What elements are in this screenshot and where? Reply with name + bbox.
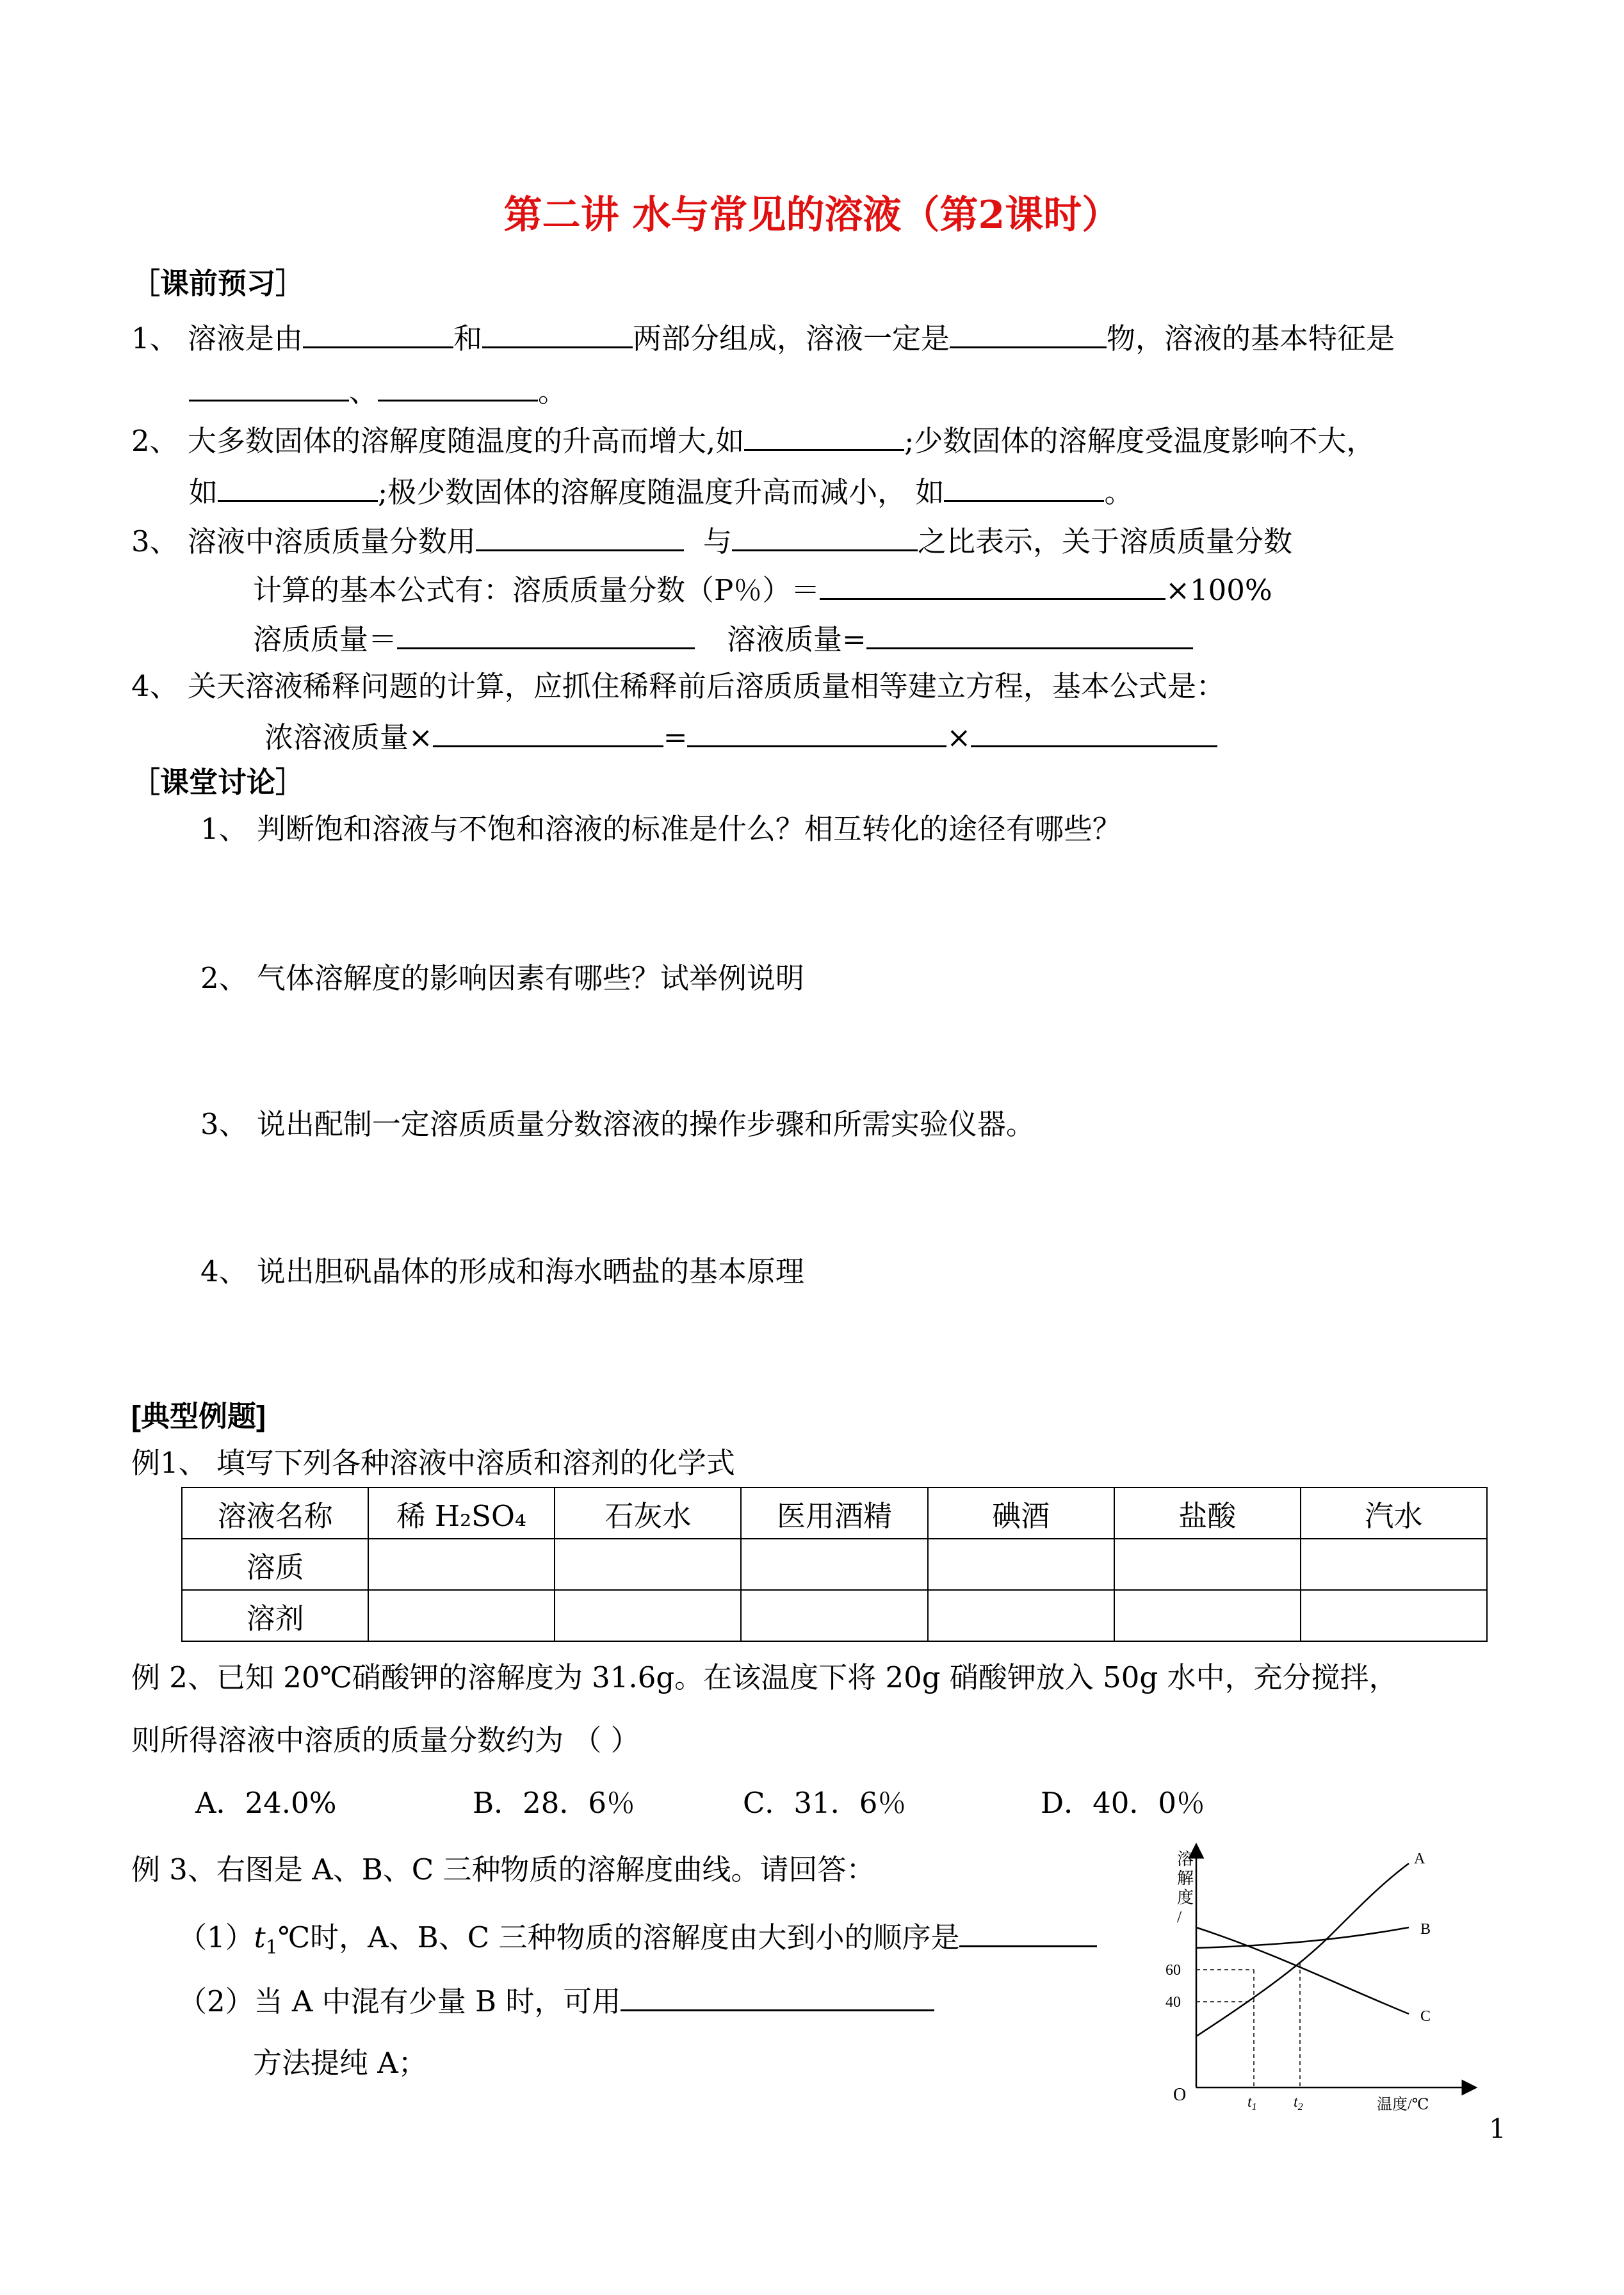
preview-q3-line1: 3、 溶液中溶质质量分数用 与 之比表示，关于溶质质量分数 bbox=[131, 520, 1292, 561]
y-axis-label: 解 bbox=[1177, 1869, 1194, 1888]
table-cell[interactable] bbox=[555, 1590, 741, 1641]
discussion-q3: 3、 说出配制一定溶质质量分数溶液的操作步骤和所需实验仪器。 bbox=[200, 1107, 1035, 1141]
table-header-cell: 溶液名称 bbox=[182, 1488, 368, 1539]
table-cell[interactable] bbox=[741, 1539, 927, 1590]
table-header-cell: 汽水 bbox=[1301, 1488, 1487, 1539]
x-tick-t2: $t_2$ bbox=[1294, 2094, 1303, 2113]
section-discussion-heading: ［课堂讨论］ bbox=[131, 765, 305, 799]
curve-c bbox=[1196, 1927, 1409, 2014]
table-header-cell: 医用酒精 bbox=[741, 1488, 927, 1539]
example3-q2-cont: 方法提纯 A； bbox=[253, 2046, 427, 2080]
table-row bbox=[182, 1539, 1487, 1590]
table-cell[interactable] bbox=[928, 1590, 1114, 1641]
series-label-c: C bbox=[1420, 2008, 1431, 2025]
example2-option-b: B．28．6％ bbox=[473, 1786, 635, 1820]
series-label-b: B bbox=[1420, 1921, 1431, 1938]
origin-label: O bbox=[1173, 2085, 1187, 2105]
example1-prompt: 例1、 填写下列各种溶液中溶质和溶剂的化学式 bbox=[131, 1446, 735, 1480]
discussion-q2: 2、 气体溶解度的影响因素有哪些？试举例说明 bbox=[200, 961, 804, 995]
table-cell[interactable] bbox=[368, 1539, 555, 1590]
table-row-label: 溶剂 bbox=[182, 1590, 368, 1641]
y-tick-label: 40 bbox=[1165, 1994, 1181, 2011]
page-number: 1 bbox=[1489, 2113, 1506, 2145]
table-header-cell: 盐酸 bbox=[1114, 1488, 1301, 1539]
table-cell[interactable] bbox=[1301, 1590, 1487, 1641]
table-cell[interactable] bbox=[368, 1590, 555, 1641]
preview-q4-line1: 4、 关天溶液稀释问题的计算，应抓住稀释前后溶质质量相等建立方程，基本公式是： bbox=[131, 669, 1225, 703]
example3-q1: $(1)t_1℃$时，A、B、C 三种物质的溶解度由大到小的顺序是 bbox=[178, 1916, 1097, 1967]
table-cell[interactable] bbox=[1114, 1539, 1301, 1590]
y-axis-label: / bbox=[1177, 1908, 1182, 1926]
discussion-q1: 1、 判断饱和溶液与不饱和溶液的标准是什么？相互转化的途径有哪些？ bbox=[200, 812, 1121, 846]
preview-q1-line1: 1、 溶液是由 和 两部分组成，溶液一定是 物，溶液的基本特征是 bbox=[131, 317, 1395, 358]
preview-q2-line2: 如 ;极少数固体的溶解度随温度升高而减小， 如 。 bbox=[189, 471, 1133, 512]
preview-q4-line2: 浓溶液质量× = × bbox=[264, 716, 1217, 757]
table-cell[interactable] bbox=[1114, 1590, 1301, 1641]
y-axis-label: 溶 bbox=[1177, 1850, 1194, 1869]
table-header-cell: 石灰水 bbox=[555, 1488, 741, 1539]
table-row bbox=[182, 1590, 1487, 1641]
series-label-a: A bbox=[1414, 1851, 1425, 1867]
table-cell[interactable] bbox=[928, 1539, 1114, 1590]
example2-option-a: A．24.0% bbox=[195, 1786, 337, 1820]
example2-option-d: D．40．0％ bbox=[1041, 1786, 1205, 1820]
example2-line1: 例 2、已知 20℃硝酸钾的溶解度为 31.6g。在该温度下将 20g 硝酸钾放入 50g 水中，充分搅拌， bbox=[131, 1660, 1398, 1694]
example2-option-c: C．31．6％ bbox=[743, 1786, 907, 1820]
example1-table bbox=[181, 1487, 1488, 1642]
table-row-label: 溶质 bbox=[182, 1539, 368, 1590]
table-header-cell: 碘酒 bbox=[928, 1488, 1114, 1539]
preview-q2-line1: 2、 大多数固体的溶解度随温度的升高而增大,如 ;少数固体的溶解度受温度影响不大， bbox=[131, 419, 1375, 460]
curve-a bbox=[1196, 1863, 1409, 2036]
preview-q3-line3: 溶质质量＝ 溶液质量= bbox=[253, 618, 1193, 659]
y-tick-label: 60 bbox=[1165, 1962, 1181, 1979]
discussion-q4: 4、 说出胆矾晶体的形成和海水晒盐的基本原理 bbox=[200, 1254, 804, 1288]
preview-q1-line2: 、 。 bbox=[189, 370, 567, 411]
page-title: 第二讲 水与常见的溶液（第2课时） bbox=[503, 193, 1121, 238]
solubility-curve-chart bbox=[1146, 1838, 1479, 2120]
table-header-cell: 稀 H₂SO₄ bbox=[368, 1488, 555, 1539]
x-tick-t1: $t_1$ bbox=[1247, 2094, 1257, 2113]
section-preview-heading: ［课前预习］ bbox=[131, 266, 305, 300]
example2-line2: 则所得溶液中溶质的质量分数约为 （ ） bbox=[131, 1723, 640, 1757]
preview-q3-line2: 计算的基本公式有：溶质质量分数（P％）＝ ×100% bbox=[253, 569, 1272, 610]
table-cell[interactable] bbox=[741, 1590, 927, 1641]
section-examples-heading: [典型例题] bbox=[131, 1400, 266, 1432]
table-cell[interactable] bbox=[1301, 1539, 1487, 1590]
table-header-row bbox=[182, 1488, 1487, 1539]
table-cell[interactable] bbox=[555, 1539, 741, 1590]
example3-intro: 例 3、右图是 A、B、C 三种物质的溶解度曲线。请回答： bbox=[131, 1853, 875, 1886]
example3-q2: （2）当 A 中混有少量 B 时，可用 bbox=[178, 1980, 934, 2021]
y-axis-label: 度 bbox=[1177, 1888, 1194, 1907]
x-axis-label: 温度/℃ bbox=[1377, 2096, 1429, 2113]
